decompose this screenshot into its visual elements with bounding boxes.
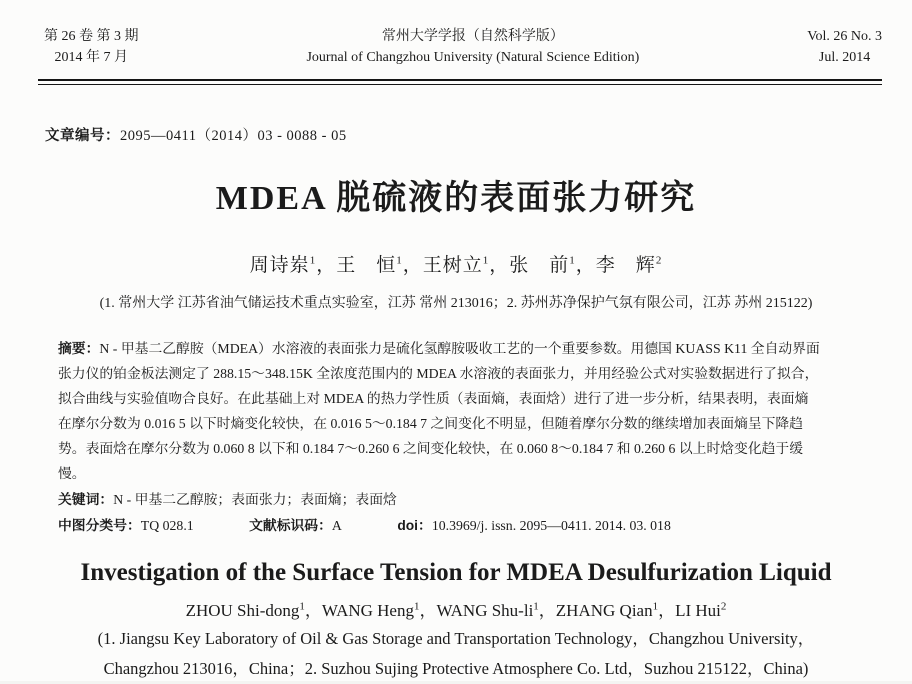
abstract-line: 慢。: [58, 466, 86, 481]
abstract-line: 势。表面焓在摩尔分数为 0.060 8 以下和 0.184 7～0.260 6 之间变化较快，在 0.060 8～0.184 7 和 0.260 6 以上时焓变化趋于缓: [58, 441, 804, 456]
affiliation-en: [0, 624, 912, 684]
abstract-line: 摘要：N - 甲基二乙醇胺（MDEA）水溶液的表面张力是硫化氢醇胺吸收工艺的一个重要参数。用德国 KUASS K11 全自动界面: [58, 341, 820, 356]
affiliation-cn: (1. 常州大学 江苏省油气储运技术重点实验室，江苏 常州 213016；2. 苏州苏净保护气氛有限公司，江苏 苏州 215122): [99, 296, 813, 311]
author-affil-sup: 1: [413, 600, 420, 613]
affiliation-en-line: Changzhou 213016，China；2. Suzhou Sujing Protective Atmosphere Co. Ltd，Suzhou 215122，China): [103, 659, 809, 678]
author-affil-sup: 1: [569, 254, 576, 267]
abstract-block: [58, 336, 856, 486]
clc-label: 中图分类号：: [58, 518, 141, 533]
article-number-label: 文章编号：: [45, 128, 120, 144]
author-en: ZHOU Shi-dong$^1$，: [185, 600, 322, 620]
author-affil-sup: 1: [533, 600, 539, 613]
doi-segment: [397, 518, 671, 533]
masthead-divider-rule: [38, 79, 882, 85]
article-number-line: [45, 124, 912, 145]
masthead-vol-block: [807, 26, 882, 68]
authors-en: [0, 596, 912, 621]
author-affil-sup: 2: [655, 254, 663, 267]
author-affil-sup: 1: [299, 600, 305, 613]
author-cn: 李 辉$^2$: [595, 254, 663, 276]
masthead-issue-block: [44, 26, 139, 68]
author-affil-sup: 2: [720, 600, 727, 613]
author-en: WANG Heng$^1$，: [321, 600, 437, 620]
author-cn: 王树立$^1$，: [422, 254, 510, 276]
author-en: LI Hui$^2$: [675, 600, 727, 620]
clc-value: TQ 028.1: [140, 518, 194, 533]
issue-date-en: Jul. 2014: [818, 50, 871, 65]
doi-value: 10.3969/j. issn. 2095—0411. 2014. 03. 018: [431, 518, 671, 533]
article-title-en: Investigation of the Surface Tension for MDEA Desulfurization Liquid: [80, 559, 832, 586]
doc-code-segment: [249, 518, 342, 533]
abstract-line: 张力仪的铂金板法测定了 288.15～348.15K 全浓度范围内的 MDEA 水溶液的表面张力，并用经验公式对实验数据进行了拟合，: [58, 366, 819, 381]
abstract-label: 摘要：: [58, 341, 100, 356]
masthead-journal-block: [139, 26, 808, 68]
volume-en: Vol. 26 No. 3: [807, 29, 882, 44]
keywords-label: 关键词：: [58, 492, 114, 507]
author-cn: 王 恒$^1$，: [336, 254, 423, 276]
author-affil-sup: 1: [652, 600, 659, 613]
article-title-cn: MDEA 脱硫液的表面张力研究: [215, 180, 697, 217]
authors-cn: [0, 250, 912, 277]
affiliation-en-line: (1. Jiangsu Key Laboratory of Oil & Gas Storage and Transportation Technology，Changzhou University，: [97, 629, 815, 648]
journal-masthead: [0, 26, 912, 68]
keywords-text: N - 甲基二乙醇胺；表面张力；表面熵；表面焓: [113, 492, 397, 507]
author-cn: 周诗岽$^1$，: [249, 254, 337, 276]
author-cn: 张 前$^1$，: [509, 254, 596, 276]
classification-line: [58, 513, 856, 538]
article-number-value: 2095—0411（2014）03 - 0088 - 05: [120, 128, 347, 144]
journal-name-cn: 常州大学学报（自然科学版）: [381, 29, 564, 44]
author-en: ZHANG Qian$^1$，: [555, 600, 676, 620]
abstract-line: 拟合曲线与实验值吻合良好。在此基础上对 MDEA 的热力学性质（表面熵，表面焓）进行了进一步分析，结果表明，表面熵: [58, 391, 809, 406]
author-affil-sup: 1: [396, 254, 403, 267]
author-affil-sup: 1: [482, 254, 490, 267]
issue-date-cn: 2014 年 7 月: [54, 50, 128, 65]
doc-code-label: 文献标识码：: [249, 518, 332, 533]
doi-label: doi：: [397, 518, 432, 533]
abstract-line: 在摩尔分数为 0.016 5 以下时熵变化较快，在 0.016 5～0.184 7 之间变化不明显，但随着摩尔分数的继续增加表面熵呈下降趋: [58, 416, 804, 431]
keywords-line: [58, 487, 856, 512]
author-en: WANG Shu-$li^1$，: [436, 600, 556, 620]
issue-cn: 第 26 卷 第 3 期: [44, 29, 139, 44]
clc-segment: [58, 518, 194, 533]
author-affil-sup: 1: [309, 254, 317, 267]
doc-code-value: A: [331, 518, 342, 533]
journal-name-en: Journal of Changzhou University (Natural Science Edition): [306, 50, 640, 65]
